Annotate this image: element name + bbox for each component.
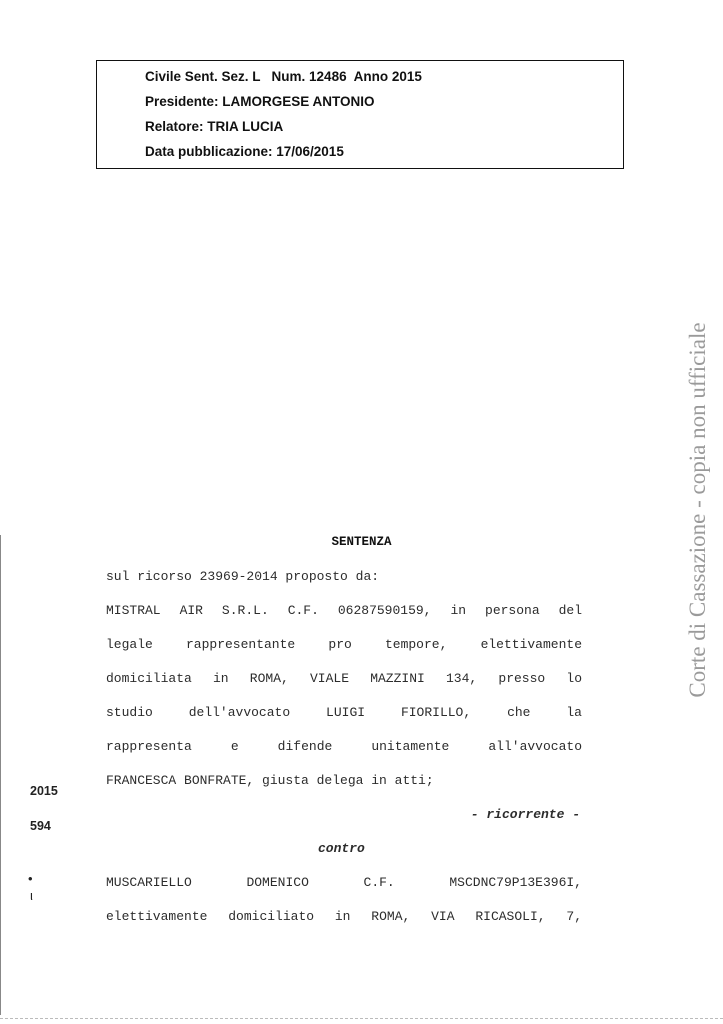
body-line: domiciliata in ROMA, VIALE MAZZINI 134, presso lo	[106, 671, 582, 686]
header-publication-date-line: Data pubblicazione: 17/06/2015	[145, 144, 344, 159]
body-line: elettivamente domiciliato in ROMA, VIA RICASOLI, 7,	[106, 909, 582, 924]
body-line: studio dell'avvocato LUIGI FIORILLO, che la	[106, 705, 582, 720]
party-role-appellant: - ricorrente -	[470, 807, 580, 822]
document-title: SENTENZA	[331, 535, 392, 549]
body-line: MUSCARIELLO DOMENICO C.F. MSCDNC79P13E396I,	[106, 875, 582, 890]
header-section-line: Civile Sent. Sez. L Num. 12486 Anno 2015	[145, 69, 422, 84]
margin-year: 2015	[30, 784, 58, 798]
body-line: legale rappresentante pro tempore, elettivamente	[106, 637, 582, 652]
bottom-edge-rule	[0, 1018, 723, 1020]
margin-mark-dot: •	[28, 871, 33, 886]
body-line: sul ricorso 23969-2014 proposto da:	[106, 569, 380, 584]
margin-number: 594	[30, 819, 51, 833]
header-rapporteur-line: Relatore: TRIA LUCIA	[145, 119, 284, 134]
left-margin-rule	[0, 535, 1, 1015]
header-president-line: Presidente: LAMORGESE ANTONIO	[145, 94, 375, 109]
contro-label: contro	[318, 841, 365, 856]
header-box	[96, 60, 624, 169]
watermark-text: Corte di Cassazione - copia non ufficiale	[685, 322, 710, 698]
margin-mark-tick: ι	[30, 888, 33, 903]
body-line: FRANCESCA BONFRATE, giusta delega in atti;	[106, 773, 434, 788]
body-line: MISTRAL AIR S.R.L. C.F. 06287590159, in persona del	[106, 603, 582, 618]
body-line: rappresenta e difende unitamente all'avvocato	[106, 739, 582, 754]
